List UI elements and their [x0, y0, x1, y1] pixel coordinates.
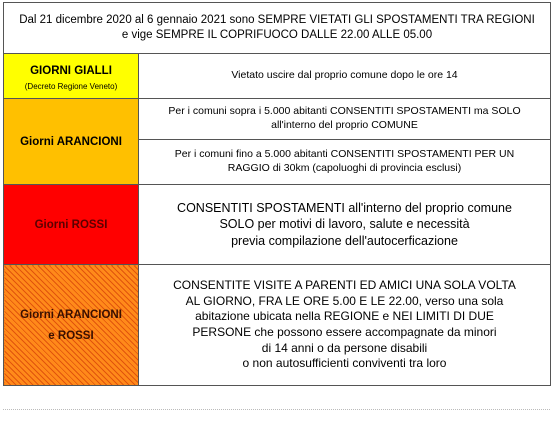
arancioni-rossi-text: [139, 265, 551, 386]
bottom-divider: [3, 409, 550, 410]
arancioni-text-2-line-2: RAGGIO di 30km (capoluoghi di provincia esclusi): [227, 162, 462, 174]
arancioni-rossi-line-2: AL GIORNO, FRA LE ORE 5.00 E LE 22.00, verso una sola: [185, 293, 504, 308]
arancioni-rossi-label-cell: [4, 265, 139, 386]
header-line-2: e vige SEMPRE IL COPRIFUOCO DALLE 22.00 ALLE 05.00: [121, 29, 433, 41]
rossi-label: Giorni ROSSI: [34, 219, 108, 232]
arancioni-label-cell: [4, 99, 139, 185]
gialli-label: GIORNI GIALLI: [30, 65, 112, 78]
rossi-label-cell: [4, 185, 139, 265]
row-rossi: [4, 185, 551, 265]
rossi-line-3: previa compilazione dell'autocerficazione: [231, 233, 458, 248]
restrictions-table: [3, 2, 551, 386]
arancioni-text-1-line-1: Per i comuni sopra i 5.000 abitanti CONSENTITI SPOSTAMENTI ma SOLO: [168, 105, 521, 118]
arancioni-text-1-line-2: all'interno del proprio COMUNE: [271, 119, 418, 131]
arancioni-text-1: [139, 99, 551, 140]
arancioni-text-2: [139, 140, 551, 185]
gialli-sublabel: (Decreto Regione Veneto): [24, 81, 118, 91]
gialli-text: Vietato uscire dal proprio comune dopo le ore 14: [139, 54, 551, 99]
header-row: [4, 3, 551, 54]
arancioni-rossi-line-4: PERSONE che possono essere accompagnate da minori: [192, 325, 497, 339]
arancioni-text-2-line-1: Per i comuni fino a 5.000 abitanti CONSENTITI SPOSTAMENTI PER UN: [174, 148, 515, 161]
row-arancioni-1: [4, 99, 551, 140]
row-arancioni-rossi: [4, 265, 551, 386]
rossi-line-1: CONSENTITI SPOSTAMENTI all'interno del proprio comune: [177, 201, 512, 216]
rossi-line-2: SOLO per motivi di lavoro, salute e necessità: [219, 217, 470, 232]
arancioni-rossi-label-line-1: Giorni ARANCIONI: [20, 309, 122, 322]
row-gialli: [4, 54, 551, 99]
arancioni-rossi-line-6: o non autosufficienti conviventi tra loro: [242, 356, 447, 371]
arancioni-rossi-line-5: di 14 anni o da persone disabili: [261, 340, 428, 355]
arancioni-rossi-line-1: CONSENTITE VISITE A PARENTI ED AMICI UNA SOLA VOLTA: [173, 278, 516, 293]
arancioni-rossi-label-line-2: e ROSSI: [48, 330, 94, 342]
arancioni-rossi-line-3: abitazione ubicata nella REGIONE e NEI LIMITI DI DUE: [195, 309, 494, 324]
arancioni-label: Giorni ARANCIONI: [20, 136, 122, 149]
rossi-text: [139, 185, 551, 265]
header-cell: [4, 3, 551, 54]
header-line-1: Dal 21 dicembre 2020 al 6 gennaio 2021 sono SEMPRE VIETATI GLI SPOSTAMENTI TRA REGIONI: [19, 14, 535, 27]
gialli-label-cell: [4, 54, 139, 99]
